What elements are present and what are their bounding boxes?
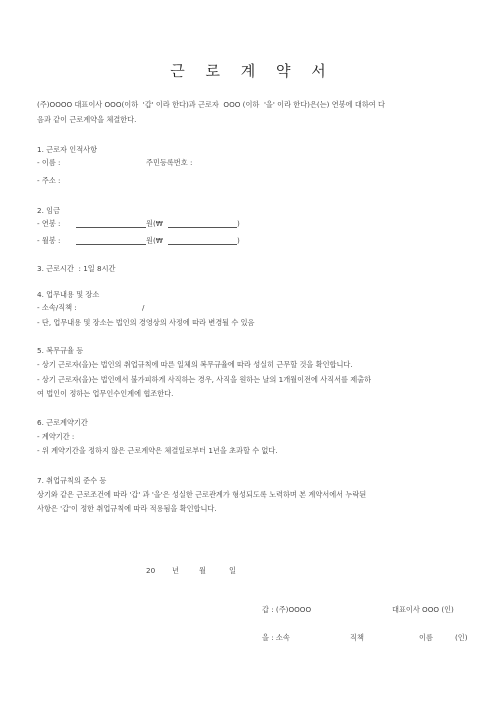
monthly-salary-amount-line [168,244,237,245]
document-title: 근 로 계 약 서 [170,62,334,80]
date-day-unit: 일 [229,566,236,575]
section-4-note: - 단, 업무내용 및 장소는 법인의 경영상의 사정에 따라 변경될 수 있음 [37,318,255,327]
intro-line-2: 음과 같이 근로계약을 체결한다. [37,115,137,124]
section-5-line-1: - 상기 근로자(을)는 법인의 취업규칙에 따른 일체의 복무규율에 따라 성실히 근무할 것을 확인합니다. [37,360,353,369]
annual-salary-close: ) [237,219,240,228]
annual-salary-amount-line [168,227,237,228]
section-7-line-1: 상기와 같은 근로조건에 따라 '갑' 과 '을'은 성실한 근로관계가 형성되도록 노력하며 본 계약서에서 누락된 [37,490,367,499]
section-1-heading: 1. 근로자 인적사항 [37,145,98,154]
annual-salary-label: - 연봉 : [37,219,61,228]
party-a-ceo: 대표이사 OOO (인) [392,605,454,614]
section-2-heading: 2. 임금 [37,206,61,215]
monthly-salary-won: 원(₩ [146,236,163,245]
section-5-line-2: - 상기 근로자(을)는 법인에서 불가피하게 사직하는 경우, 사직을 원하는 날의 1개월이전에 사직서를 제출하 [37,375,372,384]
section-7-line-2: 사항은 '갑'이 정한 취업규칙에 따라 적용됨을 확인합니다. [37,504,217,513]
annual-salary-line [76,227,146,228]
annual-salary-won: 원(₩ [146,219,163,228]
section-5-heading: 5. 복무규율 등 [37,346,84,355]
party-b-name: 이름 [419,633,433,642]
section-3-heading: 3. 근로시간 : 1일 8시간 [37,264,116,273]
section-5-line-3: 여 법인이 정하는 업무인수인계에 협조한다. [37,389,174,398]
department-label: - 소속/직책 : [37,303,77,312]
monthly-salary-label: - 월봉 : [37,236,61,245]
date-month-unit: 월 [199,566,206,575]
intro-line-1: (주)OOOO 대표이사 OOO(이하 '갑' 이라 한다)과 근로자 OOO (이하 '을' 이라 한다)은(는) 연봉에 대하여 다 [37,100,385,109]
section-4-heading: 4. 업무내용 및 장소 [37,290,100,299]
section-7-heading: 7. 취업규칙의 준수 등 [37,476,107,485]
date-year: 20 [146,566,156,575]
section-6-heading: 6. 근로계약기간 [37,418,88,427]
name-label: - 이름 : [37,158,61,167]
monthly-salary-close: ) [237,236,240,245]
party-b-label: 을 : 소속 [262,633,290,642]
date-year-unit: 년 [172,566,179,575]
party-b-seal: (인) [455,633,468,642]
rrn-label: 주민등록번호 : [146,158,193,167]
party-b-position: 직책 [350,633,364,642]
department-slash: / [142,303,145,312]
monthly-salary-line [76,244,146,245]
contract-period-label: - 계약기간 : [37,432,75,441]
address-label: - 주소 : [37,176,61,185]
section-6-line-1: - 위 계약기간을 정하지 않은 근로계약은 체결일로부터 1년을 초과할 수 없다. [37,446,278,455]
party-a-label: 갑 : (주)OOOO [262,605,312,614]
